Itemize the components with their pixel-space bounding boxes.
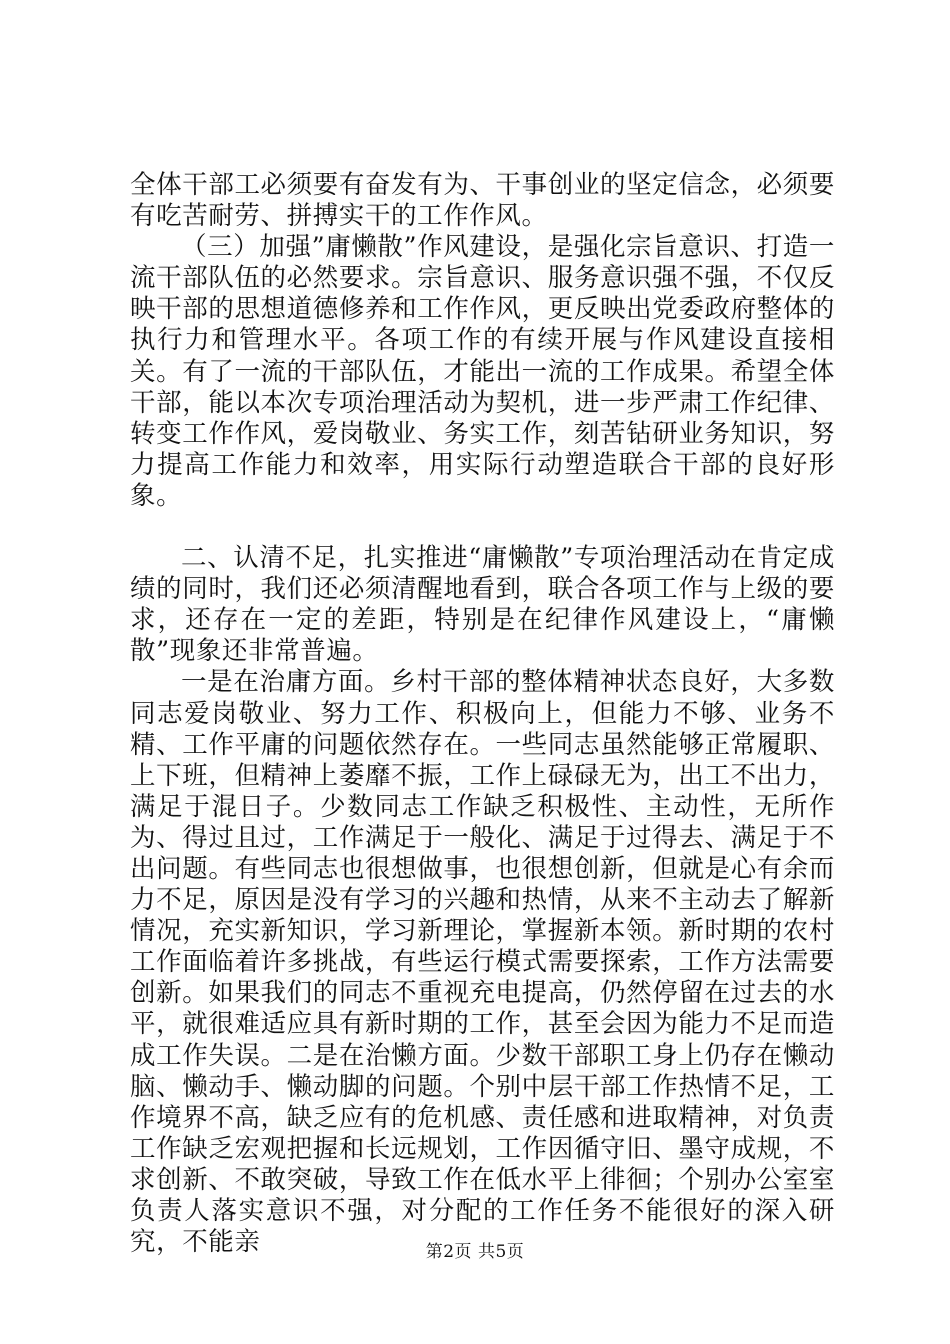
document-body (130, 170, 835, 1258)
paragraph-section-three: （三）加强”庸懒散”作风建设，是强化宗旨意识、打造一流干部队伍的必然要求。宗旨意识、服务意识强不强，不仅反映干部的思想道德修养和工作作风，更反映出党委政府整体的执行力和管理水平。各项工作的有续开展与作风建设直接相关。有了一流的干部队伍，才能出一流的工作成果。希望全体干部，能以本次专项治理活动为契机，进一步严肃工作纪律、转变工作作风，爱岗敬业、务实工作，刻苦钻研业务知识，努力提高工作能力和效率，用实际行动塑造联合干部的良好形象。 (130, 232, 835, 511)
paragraph-spacer (130, 512, 835, 543)
paragraph-zhi-yong: 一是在治庸方面。乡村干部的整体精神状态良好，大多数同志爱岗敬业、努力工作、积极向上，但能力不够、业务不精、工作平庸的问题依然存在。一些同志虽然能够正常履职、上下班，但精神上萎靡不振，工作上碌碌无为，出工不出力，满足于混日子。少数同志工作缺乏积极性、主动性，无所作为、得过且过，工作满足于一般化、满足于过得去、满足于不出问题。有些同志也很想做事，也很想创新，但就是心有余而力不足，原因是没有学习的兴趣和热情，从来不主动去了解新情况，充实新知识，学习新理论，掌握新本领。新时期的农村工作面临着许多挑战，有些运行模式需要探索，工作方法需要创新。如果我们的同志不重视充电提高，仍然停留在过去的水平，就很难适应具有新时期的工作，甚至会因为能力不足而造成工作失误。二是在治懒方面。少数干部职工身上仍存在懒动脑、懒动手、懒动脚的问题。个别中层干部工作热情不足，工作境界不高，缺乏应有的危机感、责任感和进取精神，对负责工作缺乏宏观把握和长远规划，工作因循守旧、墨守成规，不求创新、不敢突破，导致工作在低水平上徘徊；个别办公室室负责人落实意识不强，对分配的工作任务不能很好的深入研究，不能亲 (130, 667, 835, 1258)
paragraph-continuation: 全体干部工必须要有奋发有为、干事创业的坚定信念，必须要有吃苦耐劳、拼搏实干的工作作风。 (130, 170, 835, 232)
page-footer: 第2页 共5页 (425, 1242, 525, 1262)
paragraph-section-two-heading: 二、认清不足，扎实推进“庸懒散”专项治理活动在肯定成绩的同时，我们还必须清醒地看到，联合各项工作与上级的要求，还存在一定的差距，特别是在纪律作风建设上，“庸懒散”现象还非常普遍。 (130, 543, 835, 667)
